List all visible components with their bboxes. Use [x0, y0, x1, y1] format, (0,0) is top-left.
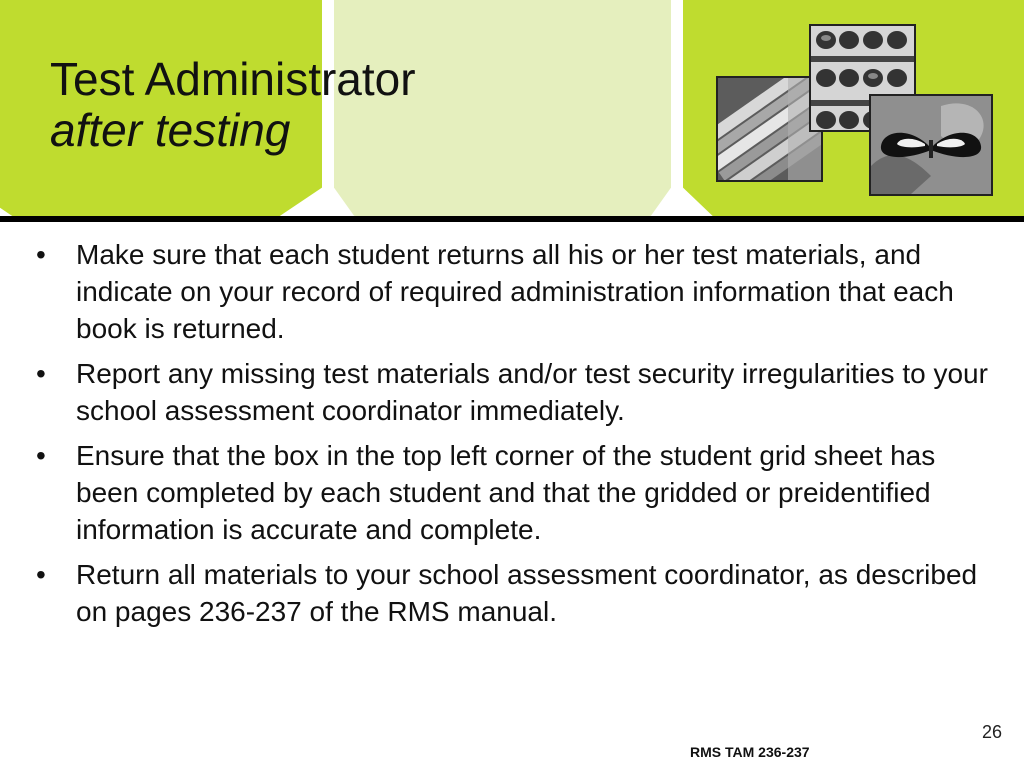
- bullet-item: • Return all materials to your school assessment coordinator, as described on pages 236-237 of the RMS manual.: [32, 556, 992, 630]
- slide-subtitle: after testing: [50, 104, 291, 156]
- header-divider: [0, 216, 1024, 222]
- butterfly-photo: [869, 94, 993, 196]
- footer-reference: RMS TAM 236-237: [690, 744, 810, 760]
- slide-header: [0, 0, 1024, 224]
- bullet-list: [32, 236, 992, 638]
- bullet-item: • Report any missing test materials and/or test security irregularities to your school assessment coordinator immediately.: [32, 355, 992, 429]
- title-block: [50, 52, 416, 154]
- page-number: 26: [981, 722, 1002, 742]
- bullet-item: • Make sure that each student returns all his or her test materials, and indicate on your record of required administration information that each book is returned.: [32, 236, 992, 347]
- slide-title: Test Administrator: [50, 53, 416, 105]
- books-photo: [716, 76, 823, 182]
- bullet-item: • Ensure that the box in the top left corner of the student grid sheet has been completed by each student and that the gridded or preidentified information is accurate and complete.: [32, 437, 992, 548]
